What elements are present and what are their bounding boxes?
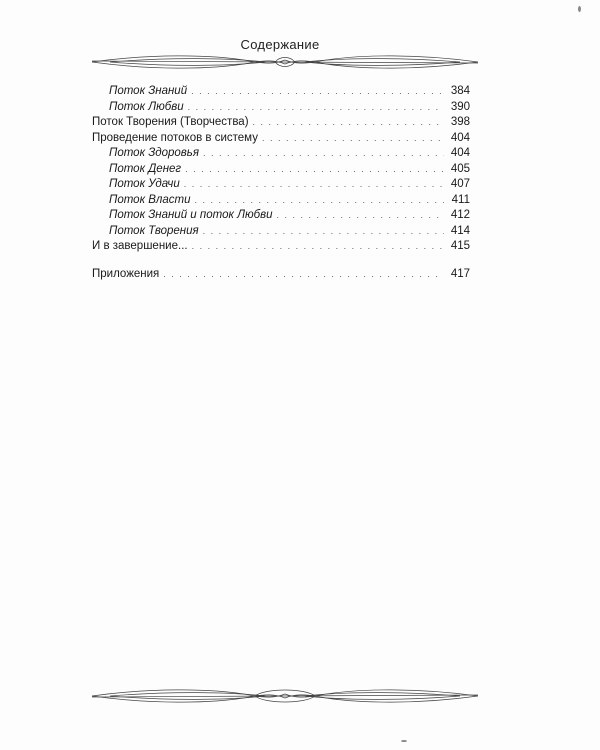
toc-entry bbox=[92, 224, 470, 240]
toc-entry-page-number: 411 bbox=[451, 193, 470, 206]
toc-leader-dots bbox=[203, 146, 444, 162]
toc-entry bbox=[92, 208, 470, 224]
toc-entry bbox=[92, 146, 470, 162]
toc-entry-page-number: 415 bbox=[450, 240, 470, 252]
toc-entry bbox=[92, 193, 470, 209]
toc-entry-label: Поток Знаний и поток Любви bbox=[109, 209, 273, 221]
toc-leader-dots bbox=[163, 267, 444, 283]
toc-entry-page-number: 414 bbox=[450, 224, 470, 237]
table-of-contents bbox=[92, 84, 470, 282]
toc-entry-label: Поток Творения (Творчества) bbox=[92, 116, 249, 128]
toc-entry-page-number: 407 bbox=[450, 178, 470, 190]
toc-entry bbox=[92, 115, 470, 131]
toc-entry-page-number: 384 bbox=[450, 85, 470, 97]
toc-entry bbox=[92, 162, 470, 178]
toc-entry-label: Поток Здоровья bbox=[109, 147, 199, 159]
toc-entry-label: Поток Денег bbox=[109, 162, 182, 175]
toc-leader-dots bbox=[185, 162, 444, 178]
toc-leader-dots bbox=[192, 239, 444, 255]
toc-entry-label: Поток Знаний bbox=[109, 85, 188, 97]
decorative-divider-top bbox=[90, 52, 480, 72]
toc-entry bbox=[92, 100, 470, 116]
toc-leader-dots bbox=[276, 208, 444, 224]
toc-entry-label: Проведение потоков в систему bbox=[92, 131, 258, 144]
toc-entry-label: Поток Удачи bbox=[109, 178, 180, 190]
toc-entry-page-number: 404 bbox=[450, 147, 470, 159]
toc-entry bbox=[92, 267, 470, 283]
toc-leader-dots bbox=[194, 193, 444, 209]
toc-entry-label: И в завершение... bbox=[92, 240, 188, 252]
scan-speck bbox=[578, 6, 581, 12]
toc-leader-dots bbox=[184, 177, 444, 193]
toc-entry bbox=[92, 177, 470, 193]
toc-leader-dots bbox=[188, 100, 444, 116]
toc-leader-dots bbox=[191, 84, 444, 100]
toc-leader-dots bbox=[203, 224, 444, 240]
decorative-divider-bottom bbox=[90, 686, 480, 706]
toc-entry-page-number: 417 bbox=[450, 267, 470, 280]
toc-entry-page-number: 405 bbox=[450, 162, 470, 175]
toc-entry-page-number: 390 bbox=[450, 100, 470, 113]
toc-entry-label: Приложения bbox=[92, 267, 160, 280]
toc-leader-dots bbox=[253, 115, 444, 131]
toc-leader-dots bbox=[262, 131, 444, 147]
page-title: Содержание bbox=[240, 37, 320, 52]
toc-entry-label: Поток Власти bbox=[109, 193, 191, 206]
toc-entry-label: Поток Творения bbox=[109, 224, 199, 237]
toc-entry-page-number: 412 bbox=[450, 209, 470, 221]
toc-entry bbox=[92, 131, 470, 147]
toc-entry bbox=[92, 239, 470, 255]
toc-entry-page-number: 404 bbox=[450, 131, 470, 144]
toc-entry-page-number: 398 bbox=[450, 116, 470, 128]
scan-speck bbox=[401, 740, 407, 742]
toc-entry bbox=[92, 84, 470, 100]
toc-entry-label: Поток Любви bbox=[109, 100, 184, 113]
